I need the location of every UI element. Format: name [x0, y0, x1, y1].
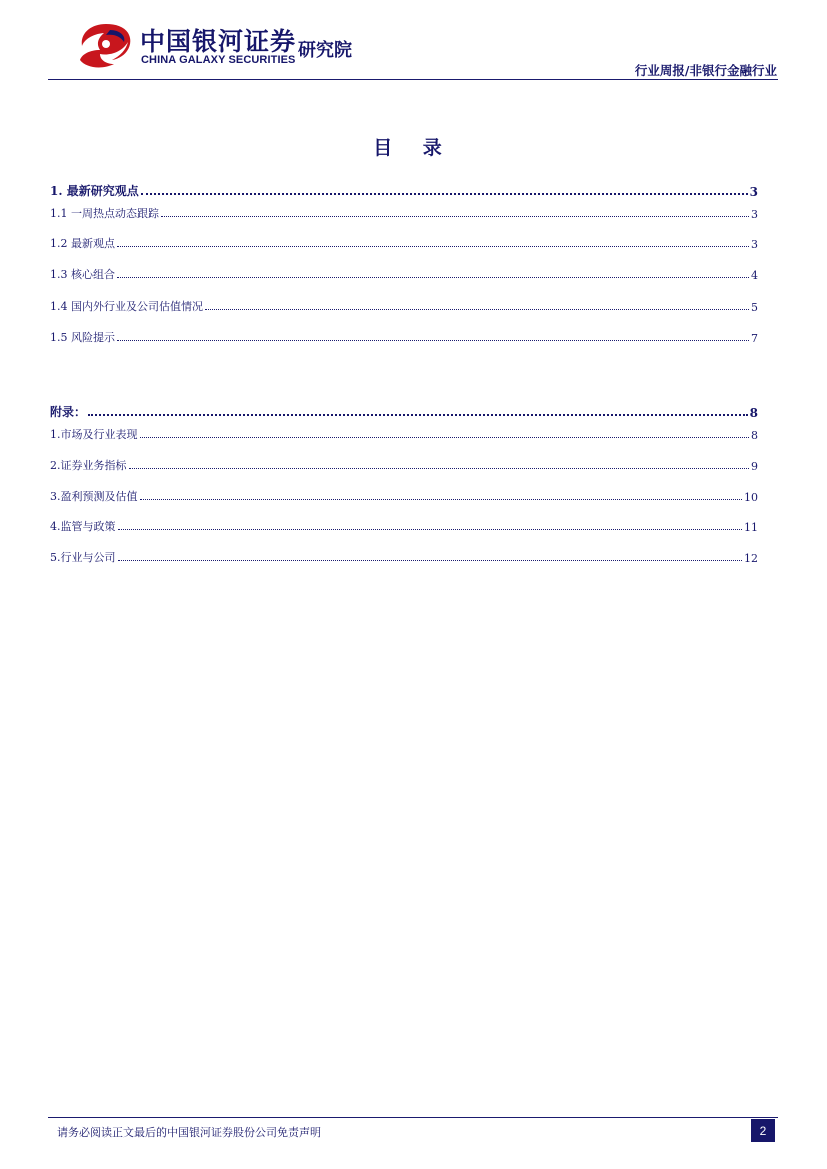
toc-entry-label: 1.5 风险提示 [50, 331, 115, 344]
toc-entry-page: 11 [744, 521, 758, 534]
toc-entry-page: 7 [751, 332, 758, 345]
toc-entry-market-performance[interactable] [50, 424, 758, 442]
logo-english-name: CHINA GALAXY SECURITIES [141, 54, 296, 66]
logo-institute: 研究院 [298, 40, 352, 61]
logo-chinese-name: 中国银河证券 [140, 27, 297, 56]
toc-entry-label: 1. 最新研究观点 [50, 184, 139, 198]
toc-entry-label: 1.1 一周热点动态跟踪 [50, 207, 159, 220]
toc-entry-page: 10 [744, 491, 758, 504]
toc-entry-industry-companies[interactable] [50, 547, 758, 565]
toc-entry-weekly-hotspots[interactable] [50, 203, 758, 221]
toc-entry-appendix[interactable] [50, 402, 758, 420]
toc-entry-label: 1.3 核心组合 [50, 268, 115, 281]
toc-entry-label: 1.4 国内外行业及公司估值情况 [50, 300, 203, 313]
toc-entry-latest-views[interactable] [50, 181, 758, 199]
toc-leader [117, 276, 749, 278]
toc-entry-label: 3.盈利预测及估值 [50, 490, 138, 503]
toc-leader [161, 215, 749, 217]
toc-entry-valuation[interactable] [50, 296, 758, 314]
toc-entry-page: 12 [744, 552, 758, 565]
toc-entry-page: 3 [751, 238, 758, 251]
toc-leader [129, 467, 750, 469]
toc-leader [118, 528, 743, 530]
toc-entry-securities-indicators[interactable] [50, 455, 758, 473]
toc-leader [205, 308, 749, 310]
toc-entry-label: 1.2 最新观点 [50, 237, 115, 250]
footer-divider [48, 1117, 778, 1118]
toc-entry-label: 附录： [50, 405, 87, 419]
toc-entry-regulation-policy[interactable] [50, 516, 758, 534]
toc-title: 目 录 [373, 137, 454, 159]
toc-entry-page: 3 [749, 185, 758, 199]
toc-leader [140, 498, 743, 500]
header-divider [48, 79, 778, 80]
toc-entry-earnings-forecast[interactable] [50, 486, 758, 504]
toc-entry-page: 8 [751, 429, 758, 442]
toc-entry-label: 4.监管与政策 [50, 520, 116, 533]
toc-entry-latest-opinion[interactable] [50, 233, 758, 251]
toc-entry-core-portfolio[interactable] [50, 264, 758, 282]
toc-leader [118, 559, 743, 561]
page-number-badge: 2 [751, 1119, 775, 1142]
toc-entry-risk-warning[interactable] [50, 327, 758, 345]
toc-entry-page: 3 [751, 208, 758, 221]
galaxy-logo-icon [76, 20, 134, 70]
toc-entry-page: 4 [751, 269, 758, 282]
toc-leader [141, 192, 748, 195]
report-type: 行业周报/非银行金融行业 [634, 63, 777, 78]
toc-leader [140, 436, 750, 438]
toc-leader [117, 245, 749, 247]
toc-leader [88, 413, 748, 416]
toc-leader [117, 339, 749, 341]
toc-entry-label: 1.市场及行业表现 [50, 428, 138, 441]
toc-entry-label: 5.行业与公司 [50, 551, 116, 564]
toc-entry-page: 8 [749, 406, 758, 420]
toc-entry-page: 5 [751, 301, 758, 314]
toc-entry-label: 2.证券业务指标 [50, 459, 127, 472]
toc-entry-page: 9 [751, 460, 758, 473]
footer-disclaimer: 请务必阅读正文最后的中国银河证券股份公司免责声明 [57, 1126, 321, 1139]
page-header [0, 0, 827, 82]
